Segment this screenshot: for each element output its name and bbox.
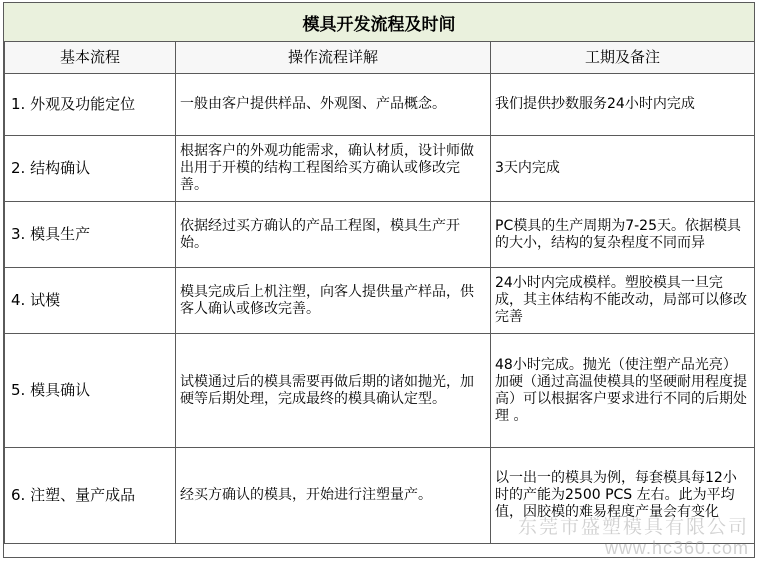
header-row (5, 42, 755, 74)
row-step: 4. 试模 (5, 268, 176, 334)
row-note: 48小时完成。抛光（使注塑产品光亮）加硬（通过高温使模具的坚硬耐用程度提高）可以根据客户要求进行不同的后期处理 。 (491, 334, 755, 448)
table-row (5, 448, 755, 544)
row-note: 24小时内完成模样。塑胶模具一旦完成，其主体结构不能改动，局部可以修改完善 (491, 268, 755, 334)
row-step: 1. 外观及功能定位 (5, 74, 176, 136)
table-row (5, 74, 755, 136)
row-step: 5. 模具确认 (5, 334, 176, 448)
header-duration-notes: 工期及备注 (491, 42, 755, 74)
table-row (5, 268, 755, 334)
row-detail: 根据客户的外观功能需求，确认材质，设计师做出用于开模的结构工程图给买方确认或修改完善。 (176, 136, 491, 202)
row-note: 以一出一的模具为例，每套模具每12小时的产能为2500 PCS 左右。此为平均值，因胶模的难易程度产量会有变化 (491, 448, 755, 544)
row-step: 3. 模具生产 (5, 202, 176, 268)
row-detail: 模具完成后上机注塑，向客人提供量产样品，供客人确认或修改完善。 (176, 268, 491, 334)
table-title: 模具开发流程及时间 (4, 3, 754, 42)
row-note: PC模具的生产周期为7-25天。依据模具的大小，结构的复杂程度不同而异 (491, 202, 755, 268)
watermark-site: www.hc360.com (604, 538, 749, 558)
table-row (5, 202, 755, 268)
header-operation-detail: 操作流程详解 (176, 42, 491, 74)
row-step: 2. 结构确认 (5, 136, 176, 202)
header-basic-process: 基本流程 (5, 42, 176, 74)
process-table (4, 41, 755, 544)
row-detail: 试模通过后的模具需要再做后期的诸如抛光，加硬等后期处理，完成最终的模具确认定型。 (176, 334, 491, 448)
process-table-sheet (3, 2, 755, 558)
table-row (5, 334, 755, 448)
watermark-company: 东莞市盛塑模具有限公司 (517, 517, 749, 538)
row-note: 3天内完成 (491, 136, 755, 202)
row-detail: 经买方确认的模具，开始进行注塑量产。 (176, 448, 491, 544)
table-row (5, 136, 755, 202)
row-step: 6. 注塑、量产成品 (5, 448, 176, 544)
row-note: 我们提供抄数服务24小时内完成 (491, 74, 755, 136)
row-detail: 一般由客户提供样品、外观图、产品概念。 (176, 74, 491, 136)
row-detail: 依据经过买方确认的产品工程图，模具生产开始。 (176, 202, 491, 268)
